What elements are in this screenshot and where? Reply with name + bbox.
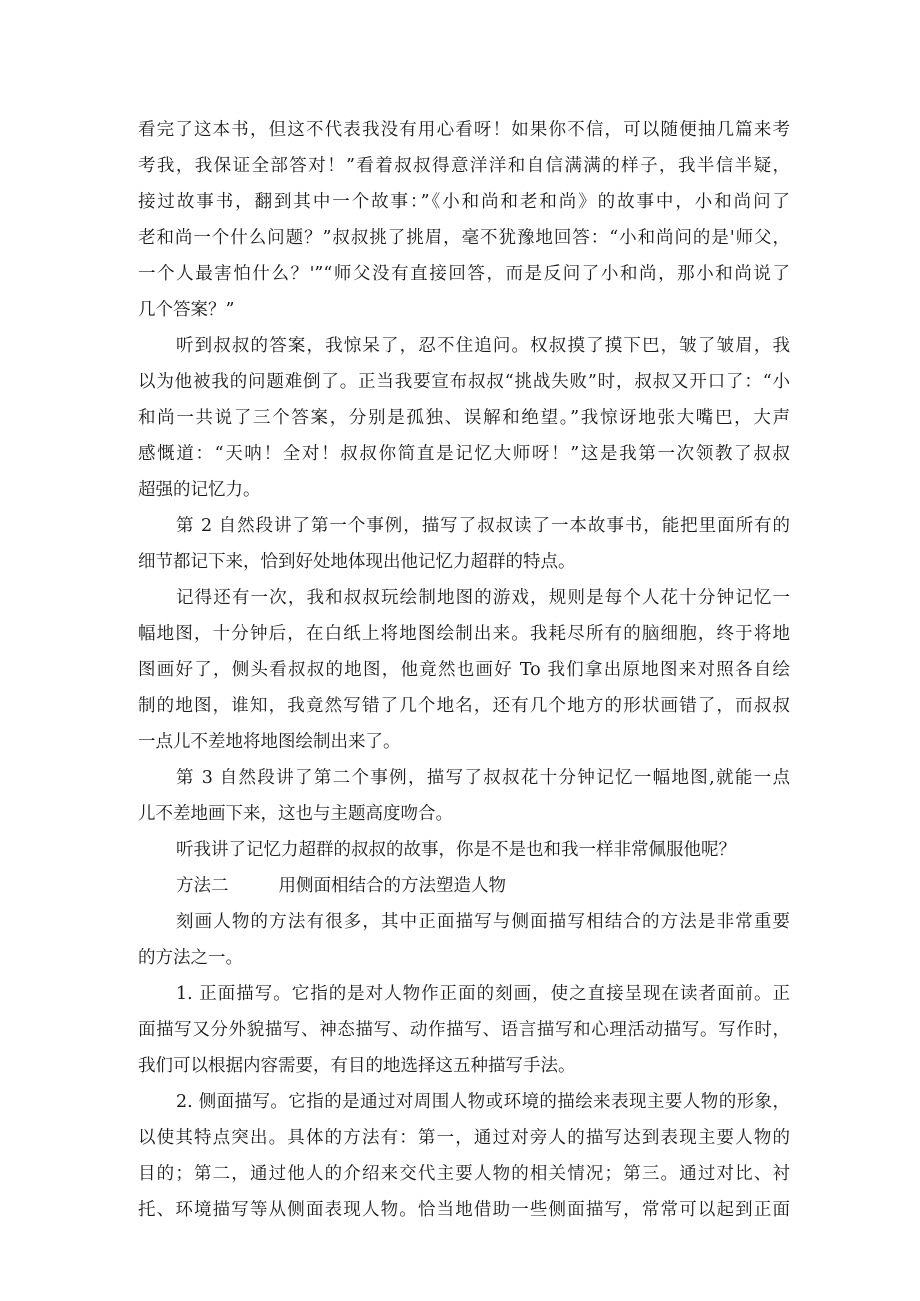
section-heading — [176, 874, 790, 898]
text-line: 以使其特点突出。具体的方法有：第一，通过对旁人的描写达到表现主要人物的 — [138, 1128, 790, 1148]
text-line: 和尚一共说了三个答案，分别是孤独、误解和绝望。”我惊讶地张大嘴巴，大声 — [138, 408, 790, 428]
text-line: 感慨道：“天呐！全对！叔叔你简直是记忆大师呀！”这是我第一次领教了叔叔 — [138, 444, 790, 464]
text-line: 记得还有一次，我和叔叔玩绘制地图的游戏，规则是每个人花十分钟记忆一 — [176, 588, 790, 608]
text-line: 1. 正面描写。它指的是对人物作正面的刻画，使之直接呈现在读者面前。正 — [176, 984, 790, 1004]
text-line: 第 2 自然段讲了第一个事例，描写了叔叔读了一本故事书，能把里面所有的 — [176, 516, 790, 536]
text-line: 托、环境描写等从侧面表现人物。恰当地借助一些侧面描写，常常可以起到正面 — [138, 1200, 790, 1220]
text-line: 以为他被我的问题难倒了。正当我要宣布叔叔“挑战失败”时，叔叔又开口了：“小 — [138, 372, 790, 392]
section-heading-label: 方法二 — [176, 876, 229, 896]
text-line: 2. 侧面描写。它指的是通过对周围人物或环境的描绘来表现主要人物的形象， — [176, 1092, 790, 1112]
text-line: 超强的记忆力。 — [138, 480, 261, 500]
text-line: 的方法之一。 — [138, 948, 243, 968]
section-heading-title: 用侧面相结合的方法塑造人物 — [278, 876, 506, 896]
text-line: 面描写又分外貌描写、神态描写、动作描写、语言描写和心理活动描写。写作时， — [138, 1020, 790, 1040]
text-line: 制的地图，谁知，我竟然写错了几个地名，还有几个地方的形状画错了，而叔叔 — [138, 696, 790, 716]
text-line: 一个人最害怕什么？'”“师父没有直接回答，而是反问了小和尚，那小和尚说了 — [138, 264, 790, 284]
text-line: 儿不差地画下来，这也与主题高度吻合。 — [138, 804, 453, 824]
text-line: 听到叔叔的答案，我惊呆了，忍不住追问。权叔摸了摸下巴，皱了皱眉，我 — [176, 336, 790, 356]
text-line: 我们可以根据内容需要，有目的地选择这五种描写手法。 — [138, 1056, 576, 1076]
text-line: 刻画人物的方法有很多，其中正面描写与侧面描写相结合的方法是非常重要 — [176, 912, 790, 932]
text-line: 接过故事书，翻到其中一个故事：”《小和尚和老和尚》的故事中，小和尚问了 — [138, 192, 790, 212]
text-line: 几个答案？” — [138, 300, 235, 320]
text-line: 看完了这本书，但这不代表我没有用心看呀！如果你不信，可以随便抽几篇来考 — [138, 120, 790, 140]
text-line: 老和尚一个什么问题？”叔叔挑了挑眉，毫不犹豫地回答：“小和尚问的是'师父， — [138, 228, 790, 248]
text-line: 听我讲了记忆力超群的叔叔的故事，你是不是也和我一样非常佩服他呢？ — [176, 840, 736, 860]
text-line: 一点儿不差地将地图绘制出来了。 — [138, 732, 401, 752]
text-line: 考我，我保证全部答对！”看着叔叔得意洋洋和自信满满的样子，我半信半疑， — [138, 156, 790, 176]
text-line: 细节都记下来，恰到好处地体现出他记忆力超群的特点。 — [138, 552, 576, 572]
text-line: 图画好了，侧头看叔叔的地图，他竟然也画好 To 我们拿出原地图来对照各自绘 — [138, 660, 790, 680]
text-line: 幅地图，十分钟后，在白纸上将地图绘制出来。我耗尽所有的脑细胞，终于将地 — [138, 624, 790, 644]
text-line: 目的；第二，通过他人的介绍来交代主要人物的相关情况；第三。通过对比、衬 — [138, 1164, 790, 1184]
text-line: 第 3 自然段讲了第二个事例，描写了叔叔花十分钟记忆一幅地图,就能一点 — [176, 768, 790, 788]
